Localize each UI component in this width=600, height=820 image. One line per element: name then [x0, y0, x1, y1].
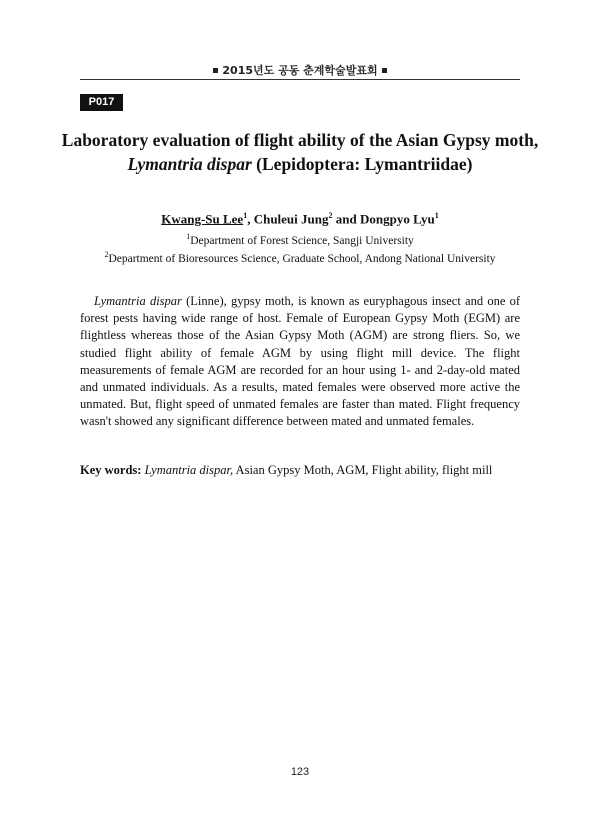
affiliation-mark: 1 — [186, 232, 191, 241]
author-name: Chuleui Jung — [253, 211, 329, 227]
author-name: Kwang-Su Lee — [161, 211, 244, 227]
page-number: 123 — [290, 766, 310, 778]
abstract-species: Lymantria dispar — [94, 294, 182, 308]
author-affil-mark: 1 — [243, 211, 248, 220]
author-affil-mark: 1 — [434, 211, 439, 220]
keywords-label: Key words: — [80, 463, 142, 477]
poster-code-badge: P017 — [80, 94, 123, 111]
header-divider — [80, 79, 520, 80]
paper-title — [60, 128, 540, 176]
abstract — [80, 293, 520, 431]
conference-header — [80, 62, 520, 78]
abstract-text: (Linne), gypsy moth, is known as euryphagous insect and one of forest pests having wide range of host. Female of European Gypsy Moth (EGM) are flightless whereas those of the Asian Gypsy Moth (AGM) are strong fliers. So, we studied flight ability of female AGM by using flight mill device. The flight measurements of female AGM are recorded for an hour using 1- and 2-day-old mated and unmated individuals. As a results, mated females were observed more active the unmated. But, flight speed of unmated females are faster than mated. Flight frequency wasn't showed any significant difference between mated and unmated females. — [80, 294, 521, 429]
keywords-text: Asian Gypsy Moth, AGM, Flight ability, flight mill — [233, 463, 493, 477]
affiliation-text: Department of Forest Science, Sangji University — [190, 234, 414, 247]
keywords — [80, 462, 520, 479]
author-list — [60, 207, 540, 228]
affiliation — [60, 248, 540, 266]
author-affil-mark: 2 — [328, 211, 333, 220]
title-line-2 — [60, 152, 540, 176]
keywords-species: Lymantria dispar, — [144, 463, 234, 477]
title-species: Lymantria dispar — [127, 154, 252, 174]
author-separator: , — [247, 211, 254, 227]
title-taxonomy: (Lepidoptera: Lymantriidae) — [256, 154, 473, 174]
square-bullet-icon — [382, 68, 387, 73]
title-line-1: Laboratory evaluation of flight ability of the Asian Gypsy moth, — [61, 130, 539, 150]
author-name: Dongpyo Lyu — [359, 211, 435, 227]
affiliation-mark: 2 — [104, 249, 109, 259]
affiliation — [60, 230, 540, 248]
author-separator: and — [332, 211, 360, 227]
affiliations — [60, 230, 540, 266]
square-bullet-icon — [213, 68, 218, 73]
affiliation-text: Department of Bioresources Science, Graduate School, Andong National University — [108, 252, 496, 265]
conference-title: 2015년도 공동 춘계학술발표회 — [222, 64, 378, 77]
